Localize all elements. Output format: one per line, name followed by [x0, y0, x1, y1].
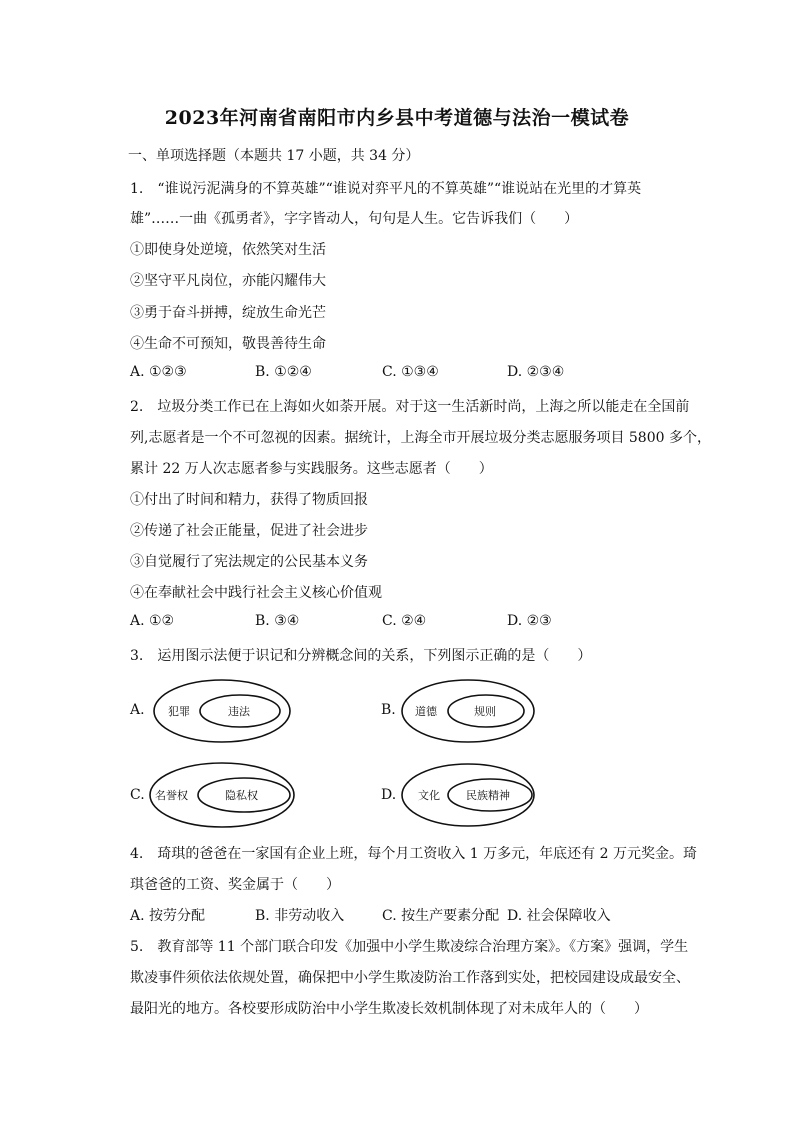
- inner-label: 隐私权: [225, 789, 258, 802]
- q1-option-c: C. ①③④: [382, 364, 439, 380]
- q5-stem-line-1: 5. 教育部等 11 个部门联合印发《加强中小学生欺凌综合治理方案》。《方案》强调，学生: [130, 939, 689, 955]
- q4-option-c: C. 按生产要素分配: [382, 908, 500, 924]
- outer-label: 文化: [418, 789, 440, 802]
- q3-diagram-c: [147, 760, 299, 830]
- inner-label: 民族精神: [466, 789, 510, 802]
- inner-label: 违法: [228, 705, 250, 718]
- q4-stem-line-1: 4. 琦琪的爸爸在一家国有企业上班，每个月工资收入 1 万多元，年底还有 2 万元奖金。琦: [130, 846, 697, 862]
- q2-item-1: ①付出了时间和精力，获得了物质回报: [130, 492, 368, 508]
- q3-diagram-b-letter: B.: [381, 702, 396, 718]
- q1-option-d: D. ②③④: [507, 364, 565, 380]
- q1-option-b: B. ①②④: [255, 364, 312, 380]
- page-title: 2023年河南省南阳市内乡县中考道德与法治一模试卷: [164, 107, 630, 129]
- q2-option-a: A. ①②: [130, 613, 175, 629]
- q1-item-1: ①即使身处逆境，依然笑对生活: [130, 242, 326, 258]
- q4-option-b: B. 非劳动收入: [255, 908, 345, 924]
- q4-option-a: A. 按劳分配: [130, 908, 206, 924]
- q3-stem: 3. 运用图示法便于识记和分辨概念间的关系，下列图示正确的是（ ）: [130, 648, 592, 664]
- q2-item-2: ②传递了社会正能量，促进了社会进步: [130, 523, 368, 539]
- q2-option-c: C. ②④: [382, 613, 427, 629]
- q4-stem-line-2: 琪爸爸的工资、奖金属于（ ）: [130, 877, 340, 893]
- q1-stem-line-2: 雄”……一曲《孤勇者》，字字皆动人，句句是人生。它告诉我们（ ）: [130, 211, 579, 227]
- q3-diagram-d: [400, 760, 540, 830]
- q2-item-4: ④在奉献社会中践行社会主义核心价值观: [130, 585, 382, 601]
- section-heading: 一、单项选择题（本题共 17 小题，共 34 分）: [128, 148, 420, 164]
- inner-label: 规则: [474, 705, 496, 718]
- q2-option-b: B. ③④: [255, 613, 300, 629]
- q2-stem-line-1: 2. 垃圾分类工作已在上海如火如荼开展。对于这一生活新时尚，上海之所以能走在全国前: [130, 399, 690, 415]
- outer-label: 道德: [415, 705, 437, 718]
- outer-label: 犯罪: [168, 705, 190, 718]
- q4-option-d: D. 社会保障收入: [507, 908, 611, 924]
- q1-option-a: A. ①②③: [130, 364, 187, 380]
- q2-stem-line-3: 累计 22 万人次志愿者参与实践服务。这些志愿者（ ）: [130, 461, 493, 477]
- q5-stem-line-3: 最阳光的地方。各校要形成防治中小学生欺凌长效机制体现了对未成年人的（ ）: [130, 1001, 648, 1017]
- q3-diagram-b: [400, 676, 540, 746]
- q2-stem-line-2: 列,志愿者是一个不可忽视的因素。据统计，上海全市开展垃圾分类志愿服务项目 5800 多个，: [130, 430, 711, 446]
- q3-diagram-a-letter: A.: [130, 702, 145, 718]
- q3-diagram-c-letter: C.: [130, 787, 145, 803]
- q3-diagram-d-letter: D.: [381, 787, 397, 803]
- q1-item-4: ④生命不可预知，敬畏善待生命: [130, 336, 326, 352]
- q1-item-2: ②坚守平凡岗位，亦能闪耀伟大: [130, 273, 326, 289]
- q2-item-3: ③自觉履行了宪法规定的公民基本义务: [130, 554, 368, 570]
- q1-item-3: ③勇于奋斗拼搏，绽放生命光芒: [130, 305, 326, 321]
- q2-option-d: D. ②③: [507, 613, 552, 629]
- q1-stem-line-1: 1. “谁说污泥满身的不算英雄”“谁说对弈平凡的不算英雄”“谁说站在光里的才算英: [130, 181, 642, 197]
- q5-stem-line-2: 欺凌事件须依法依规处置，确保把中小学生欺凌防治工作落到实处，把校园建设成最安全、: [130, 970, 690, 986]
- outer-label: 名誉权: [155, 789, 188, 802]
- q3-diagram-a: [150, 676, 295, 746]
